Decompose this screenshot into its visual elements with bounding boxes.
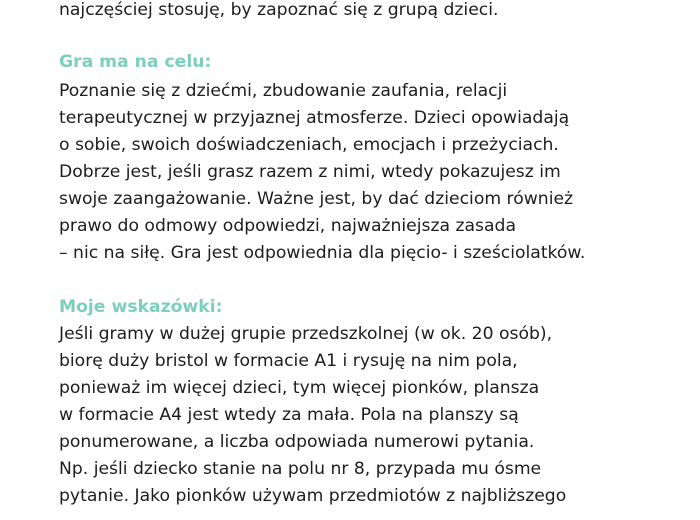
paragraph-line: Jeśli gramy w dużej grupie przedszkolnej (w ok. 20 osób), [59, 324, 553, 344]
paragraph-line: w formacie A4 jest wtedy za mała. Pola na planszy są [59, 405, 519, 425]
section-heading-goal: Gra ma na celu: [59, 52, 212, 72]
paragraph-line: ponieważ im więcej dzieci, tym więcej pionków, plansza [59, 378, 540, 398]
paragraph-line: Poznanie się z dziećmi, zbudowanie zaufania, relacji [59, 81, 508, 101]
section-heading-tips: Moje wskazówki: [59, 297, 223, 317]
paragraph-line: o sobie, swoich doświadczeniach, emocjach i przeżyciach. [59, 135, 559, 155]
paragraph-line: Np. jeśli dziecko stanie na polu nr 8, przypada mu ósme [59, 459, 542, 479]
intro-line: najczęściej stosuję, by zapoznać się z grupą dzieci. [59, 0, 499, 20]
paragraph-line: Dobrze jest, jeśli grasz razem z nimi, wtedy pokazujesz im [59, 162, 561, 182]
paragraph-line: – nic na siłę. Gra jest odpowiednia dla pięcio- i sześciolatków. [59, 243, 586, 263]
paragraph-line: prawo do odmowy odpowiedzi, najważniejsza zasada [59, 216, 516, 236]
paragraph-line: swoje zaangażowanie. Ważne jest, by dać dzieciom również [59, 189, 574, 209]
paragraph-line: pytanie. Jako pionków używam przedmiotów z najbliższego [59, 486, 567, 506]
paragraph-line: biorę duży bristol w formacie A1 i rysuję na nim pola, [59, 351, 518, 371]
paragraph-line: ponumerowane, a liczba odpowiada numerowi pytania. [59, 432, 535, 452]
paragraph-line: terapeutycznej w przyjaznej atmosferze. Dzieci opowiadają [59, 108, 570, 128]
